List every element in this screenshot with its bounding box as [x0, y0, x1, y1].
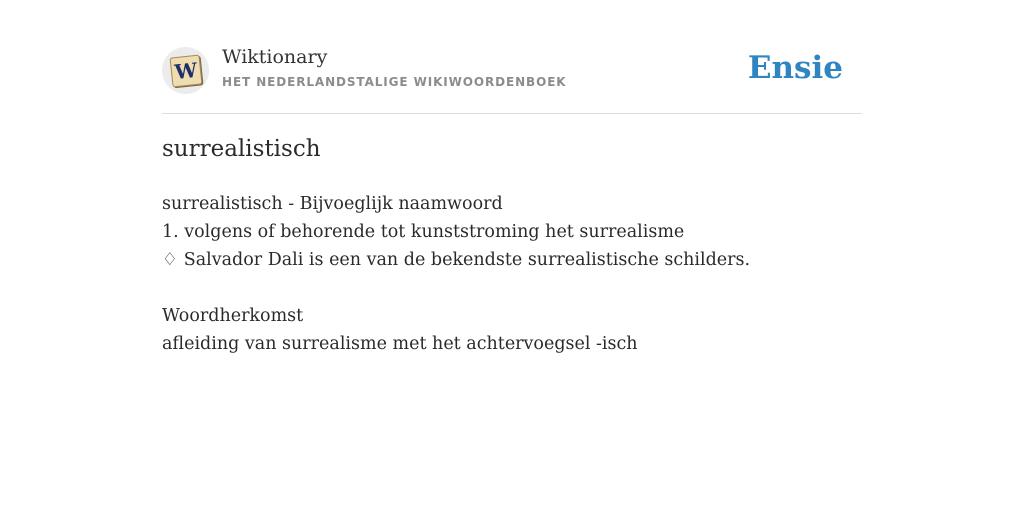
page-container — [162, 0, 862, 354]
wiktionary-logo-icon[interactable] — [162, 47, 209, 94]
site-subtitle: HET NEDERLANDSTALIGE WIKIWOORDENBOEK — [222, 75, 567, 89]
definition-header: surrealistisch - Bijvoeglijk naamwoord — [162, 194, 503, 214]
ensie-brand-link[interactable]: Ensie — [747, 50, 843, 86]
entry-content — [162, 190, 750, 358]
site-header — [162, 0, 862, 114]
example-line — [162, 246, 750, 274]
logo-tile: W — [169, 54, 202, 87]
diamond-icon: ♢ — [162, 250, 178, 270]
spacer — [162, 274, 750, 302]
example-text: Salvador Dali is een van de bekendste surrealistische schilders. — [183, 250, 751, 270]
page-title: surrealistisch — [162, 136, 321, 162]
etymology-text: afleiding van surrealisme met het achtervoegsel -isch — [162, 334, 638, 354]
etymology-heading: Woordherkomst — [162, 306, 304, 326]
site-name[interactable]: Wiktionary — [222, 46, 328, 68]
sense-1: 1. volgens of behorende tot kunststroming het surrealisme — [162, 222, 685, 242]
